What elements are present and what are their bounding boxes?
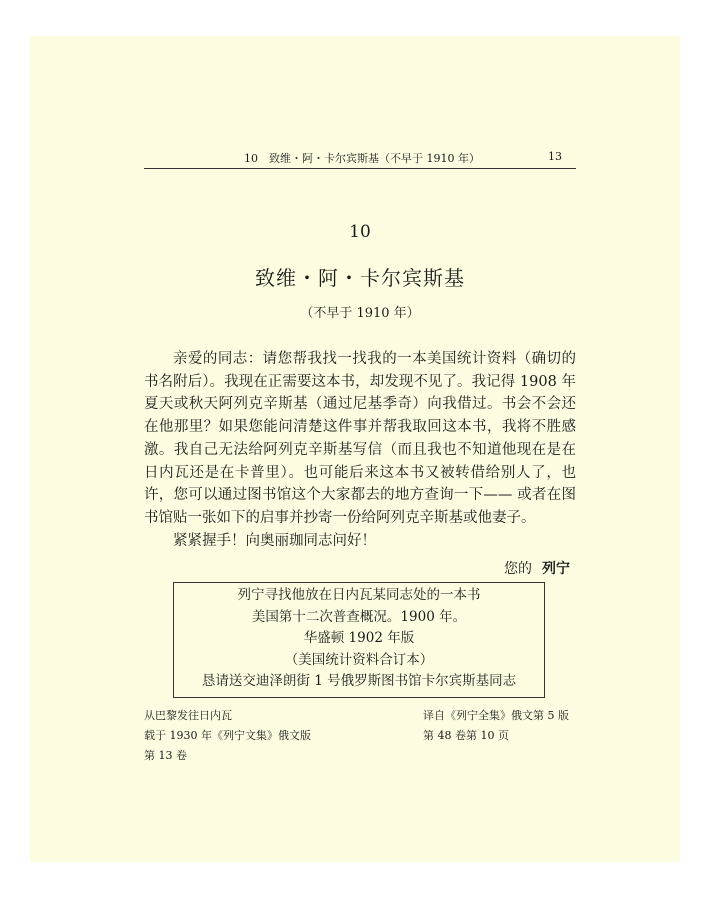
signature-line [144, 558, 576, 578]
signature-name: 列宁 [542, 561, 570, 577]
body-paragraph: 紧紧握手！向奥丽珈同志问好！ [173, 532, 376, 549]
running-header [144, 148, 576, 168]
footnote-line: 第 48 卷第 10 页 [423, 729, 509, 742]
notice-line: 美国第十二次普查概况。1900 年。 [251, 608, 467, 625]
footnote-line: 从巴黎发往日内瓦 [144, 709, 232, 722]
footnote-translation [423, 706, 569, 746]
footnote-line: 载于 1930 年《列宁文集》俄文版 [144, 729, 311, 742]
letter-body [144, 348, 576, 552]
closing-text: 您的 [504, 561, 532, 577]
notice-line: 华盛顿 1902 年版 [303, 630, 415, 647]
running-title: 10 致维・阿・卡尔宾斯基（不早于 1910 年） [244, 152, 480, 165]
letter-number: 10 [349, 222, 371, 242]
body-paragraph: 亲爱的同志：请您帮我找一找我的一本美国统计资料（确切的书名附后）。我现在正需要这本书，却发现不见了。我记得 1908 年夏天或秋天阿列克辛斯基（通过尼基季奇）向我借过。书会不会还在他那里？如果您能问清楚这件事并帮我取回这本书，我将不胜感激。我自己无法给阿列克辛斯基写信（而且我也不知道他现在是在日内瓦还是在卡普里）。也可能后来这本书又被转借给别人了，也许，您可以通过图书馆这个大家都去的地方查询一下—— 或者在图书馆贴一张如下的启事并抄寄一份给阿列克辛斯基或他妻子。 [144, 351, 576, 526]
header-rule [144, 168, 576, 169]
letter-date-note: （不早于 1910 年） [300, 306, 420, 321]
notice-box [173, 582, 545, 698]
footnote-source [144, 706, 311, 766]
notice-line: （美国统计资料合订本） [284, 651, 434, 668]
footnote-line: 译自《列宁全集》俄文第 5 版 [423, 709, 569, 722]
footnote-line: 第 13 卷 [144, 749, 187, 762]
notice-line: 恳请送交迪泽朗街 1 号俄罗斯图书馆卡尔宾斯基同志 [201, 673, 517, 690]
page-number: 13 [548, 150, 562, 163]
notice-line: 列宁寻找他放在日内瓦某同志处的一本书 [237, 587, 481, 603]
letter-title: 致维・阿・卡尔宾斯基 [255, 266, 465, 290]
